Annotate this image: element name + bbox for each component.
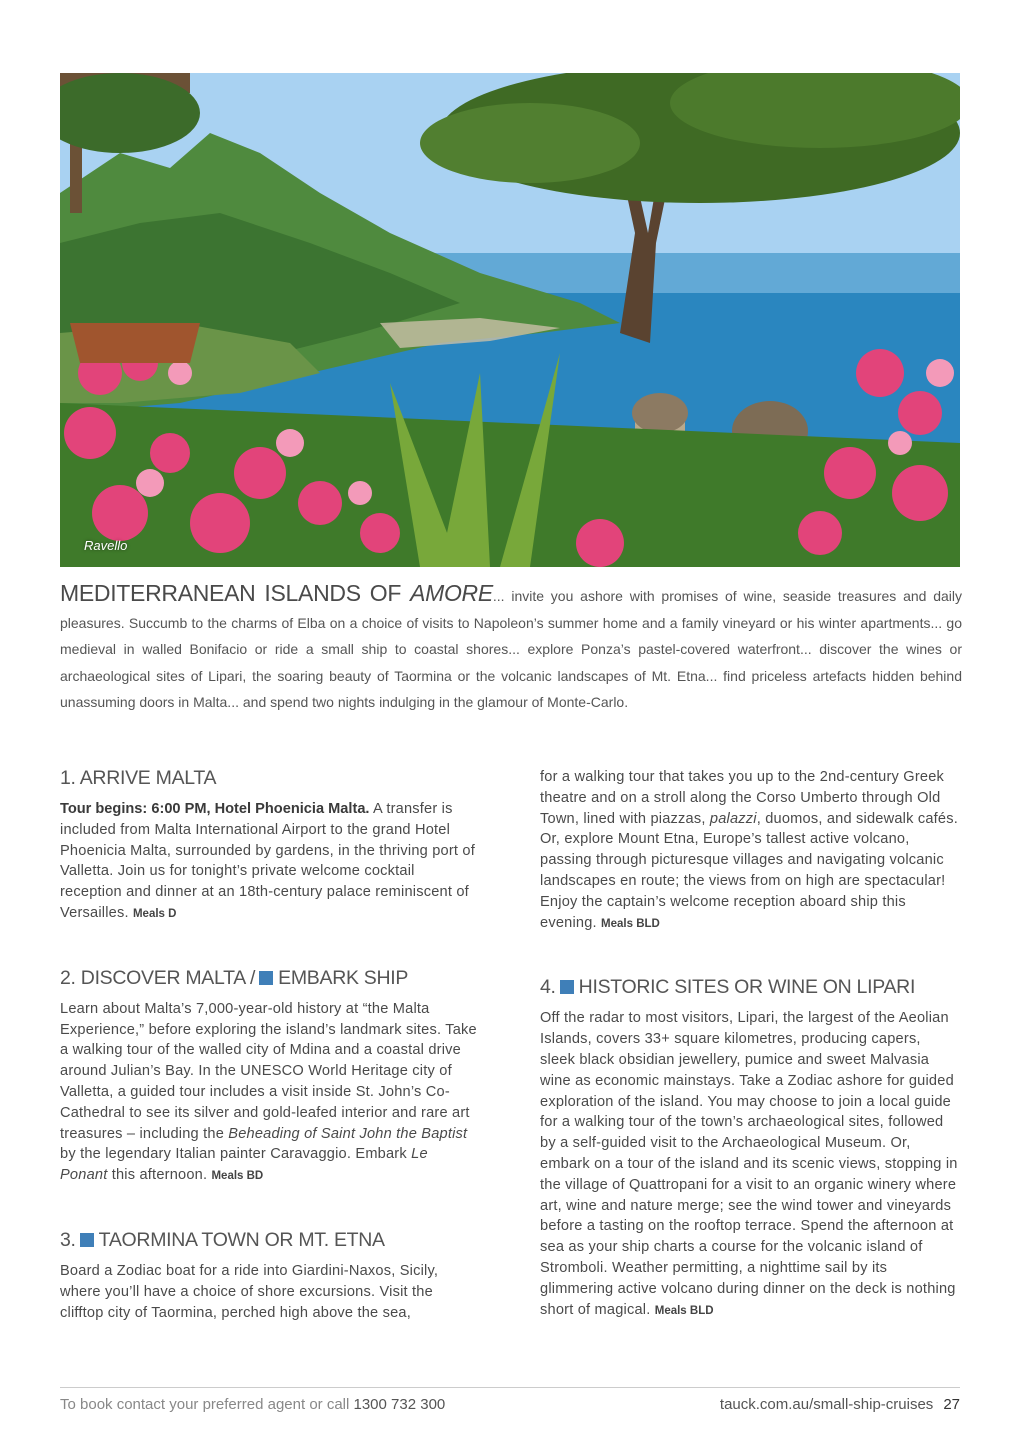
headline-text: MEDITERRANEAN ISLANDS OF	[60, 580, 411, 606]
day-2-title-b: EMBARK SHIP	[278, 966, 409, 989]
day-1-lead: Tour begins: 6:00 PM, Hotel Phoenicia Malta.	[60, 801, 370, 817]
day-3-cont-text-2: , duomos, and sidewalk cafés. Or, explore Mount Etna, Europe’s tallest active volcano, passing through picturesque villages and navigating volcanic landscapes en route; the views from on high are spectacular! Enjoy the captain’s welcome reception aboard ship this evening.	[540, 810, 959, 931]
ravello-landscape-illustration	[60, 73, 960, 567]
photo-caption: Ravello	[84, 538, 128, 553]
footer-divider	[60, 1387, 960, 1388]
day-2-meals: Meals BD	[211, 1170, 264, 1183]
day-3-section	[60, 1227, 478, 1323]
day-2-body	[60, 999, 478, 1187]
footer-booking	[60, 1396, 445, 1413]
day-1-title: 1. ARRIVE MALTA	[60, 767, 217, 789]
day-4-title-a: 4.	[540, 976, 556, 999]
day-4-section	[540, 974, 958, 1321]
day-2-text-2: by the legendary Italian painter Caravaggio. Embark	[60, 1146, 412, 1163]
itinerary-left-column	[60, 765, 478, 1323]
footer-right	[720, 1396, 960, 1413]
footer-phone-link[interactable]: 1300 732 300	[353, 1396, 446, 1413]
day-4-title-b: HISTORIC SITES OR WINE ON LIPARI	[578, 976, 916, 999]
day-2-artwork-title: Beheading of Saint John the Baptist	[228, 1125, 468, 1142]
day-3-title-b: TAORMINA TOWN OR MT. ETNA	[98, 1228, 385, 1251]
day-2-text-3: this afternoon.	[107, 1167, 212, 1184]
hero-photo	[60, 73, 960, 567]
day-1-meals: Meals D	[132, 907, 177, 920]
day-4-text: Off the radar to most visitors, Lipari, the largest of the Aeolian Islands, covers 33+ square kilometres, producing capers, sleek black obsidian jewellery, pumice and sweet Malvasia wine as economic mainstays. Take a Zodiac ashore for guided exploration of the island. You may choose to join a local guide for a walking tour of the town’s archaeological sites, followed by a self-guided visit to the Archaeological Museum. Or, embark on a tour of the island and its scenic views, stopping in the village of Quattropani for a visit to an organic winery where art, wine and nature merge; see the wind tower and vineyards before a tasting on the rooftop terrace. Spend the afternoon at sea as your ship charts a course for the volcanic island of Stromboli. Weather permitting, a nighttime sail by its glimmering active volcano during dinner on the deck is nothing short of magical.	[540, 1010, 958, 1318]
page-number: 27	[943, 1396, 960, 1413]
intro-headline	[60, 580, 493, 606]
footer-url-link[interactable]: tauck.com.au/small-ship-cruises	[719, 1396, 934, 1413]
headline-italic: AMORE	[410, 580, 493, 606]
day-3-body: Board a Zodiac boat for a ride into Giardini-Naxos, Sicily, where you’ll have a choice of shore excursions. Visit the clifftop city of Taormina, perched high above the sea,	[60, 1262, 439, 1321]
day-1-text: A transfer is included from Malta International Airport to the grand Hotel Phoenicia Malta, surrounded by gardens, in the thriving port of Valletta. Join us for tonight’s private welcome cocktail reception and dinner at an 18th-century palace reminiscent of Versailles.	[60, 801, 475, 921]
day-2-section	[60, 965, 478, 1187]
day-3-cont-text-1: for a walking tour that takes you up to the 2nd-century Greek theatre and on a stroll along the Corso Umberto through Old Town, lined with piazzas,	[540, 769, 945, 827]
day-4-meals: Meals BLD	[654, 1304, 714, 1317]
day-1-section	[60, 765, 478, 925]
day-4-title	[540, 974, 958, 1000]
optional-square-icon	[259, 971, 273, 985]
intro-paragraph	[60, 580, 962, 716]
day-2-title-a: 2. DISCOVER MALTA /	[60, 966, 256, 989]
intro-text: ... invite you ashore with promises of wine, seaside treasures and daily pleasures. Succumb to the charms of Elba on a choice of visits to Napoleon’s summer home and a family vineyard or his winter apartments... go medieval in walled Bonifacio or ride a small ship to coastal shores... explore Ponza’s pastel-covered waterfront... discover the wines or archaeological sites of Lipari, the soaring beauty of Taormina or the volcanic landscapes of Mt. Etna... find priceless artefacts hidden behind unassuming doors in Malta... and spend two nights indulging in the glamour of Monte-Carlo.	[60, 588, 962, 710]
day-3-title	[60, 1227, 478, 1253]
day-2-text-1: Learn about Malta’s 7,000-year-old history at “the Malta Experience,” before exploring the island’s landmark sites. Take a walking tour of the walled city of Mdina and a coastal drive around Julian’s Bay. In the UNESCO World Heritage city of Valletta, a guided tour includes a visit inside St. John’s Co-Cathedral to see its silver and gold-leafed interior and rare art treasures – including the	[60, 1000, 477, 1142]
day-4-body	[540, 1008, 958, 1321]
day-3-cont-italic: palazzi	[709, 810, 757, 827]
day-1-body	[60, 799, 478, 925]
itinerary-right-column	[540, 767, 958, 1321]
day-3-body-continued	[540, 767, 958, 934]
footer-booking-text: To book contact your preferred agent or call	[60, 1396, 354, 1413]
optional-square-icon	[80, 1233, 94, 1247]
optional-square-icon	[560, 980, 574, 994]
day-3-title-a: 3.	[60, 1228, 76, 1251]
day-3-meals: Meals BLD	[601, 917, 660, 930]
day-2-title	[60, 965, 478, 991]
day-2-ship-name: Le Ponant	[60, 1146, 428, 1184]
